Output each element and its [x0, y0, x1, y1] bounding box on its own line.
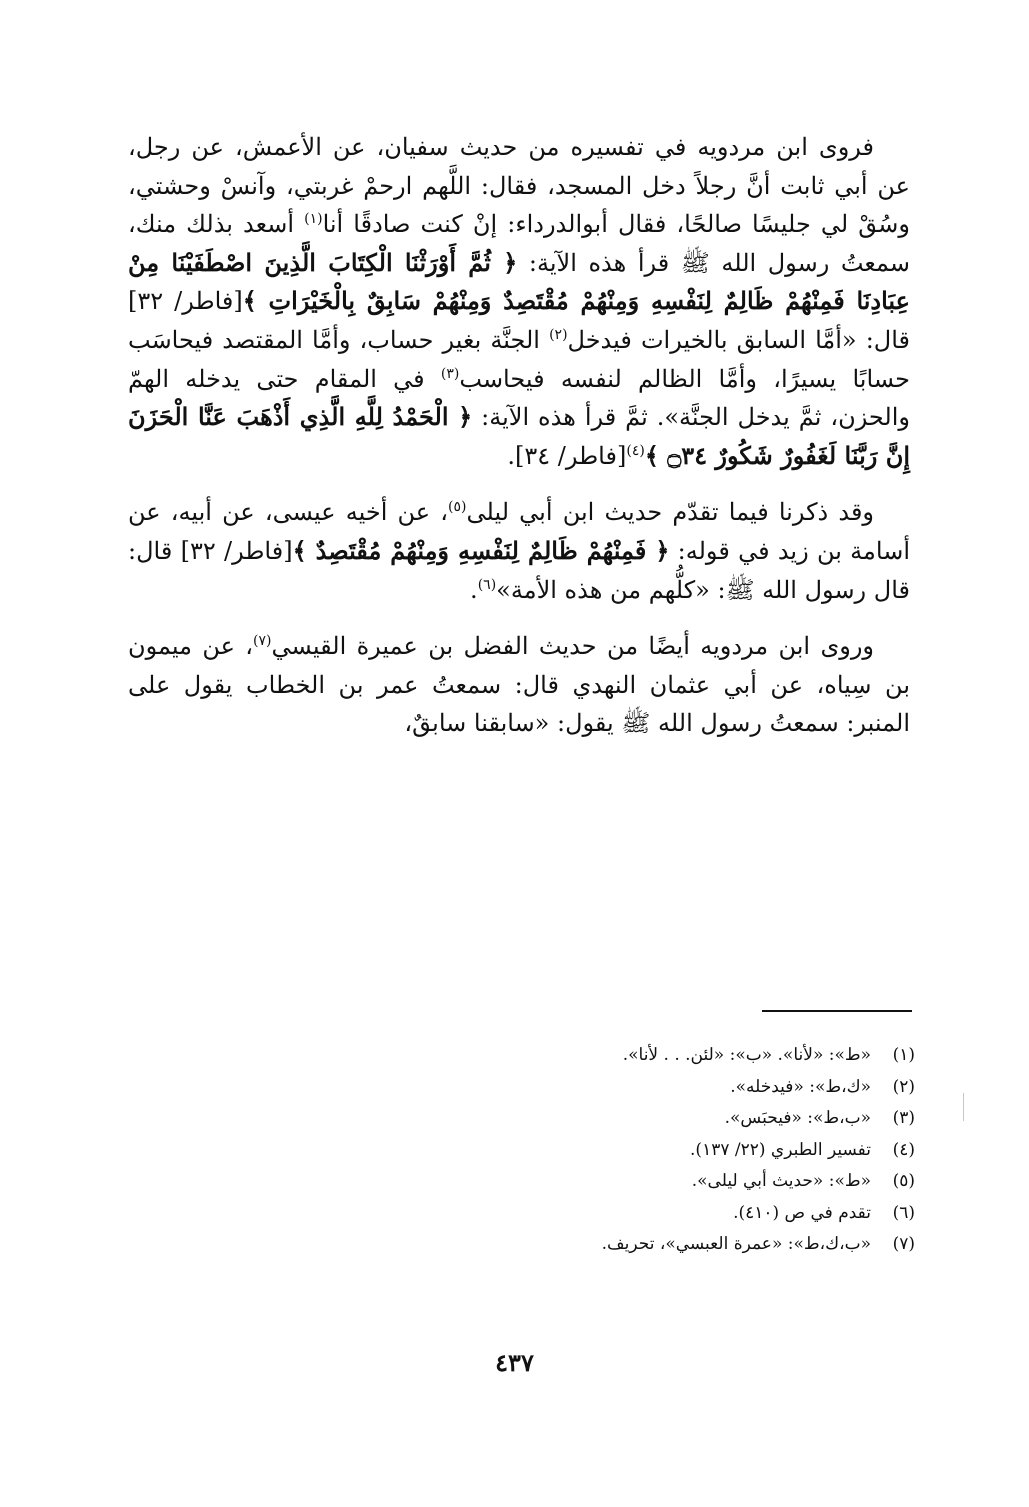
footnote-ref-4: (٤) — [626, 442, 645, 459]
footnote-item — [420, 1198, 915, 1230]
paragraph-2 — [128, 493, 910, 609]
quran-verse-fatir-34: ﴿ الْحَمْدُ لِلَّهِ الَّذِي أَذْهَبَ عَنَّا الْحَزَنَ إِنَّ رَبَّنَا لَغَفُورٌ شَكُورٌ ۝٣٤ ﴾ — [128, 402, 910, 470]
footnote-item — [420, 1229, 915, 1261]
footnote-number: (٢) — [892, 1076, 915, 1097]
footnote-number: (٧) — [892, 1234, 915, 1254]
footnote-number: (١) — [892, 1045, 915, 1065]
footnote-ref-5: (٥) — [448, 499, 467, 516]
footnote-number: (٣) — [892, 1108, 915, 1128]
footnotes-list — [420, 1040, 915, 1261]
footnote-text: «ب،ط»: «فيحبَس». — [724, 1108, 871, 1128]
footnote-ref-3: (٣) — [440, 365, 460, 382]
footnote-item — [420, 1166, 915, 1198]
footnote-ref-1: (١) — [304, 211, 323, 228]
footnote-number: (٦) — [892, 1202, 915, 1223]
p2-text-d: . — [470, 575, 478, 604]
p3-text-b: ، عن ميمون بن سِياه، عن أبي عثمان النهدي قال: سمعتُ عمر بن الخطاب يقول على المنبر: سمعتُ رسول الله ﷺ يقول: «سابقنا سابقٌ، — [128, 632, 910, 738]
p3-text-a: وروى ابن مردويه أيضًا من حديث الفضل بن عميرة القيسي — [271, 632, 874, 661]
p1-text-a: فروى ابن مردويه في تفسيره من حديث سفيان، عن الأعمش، عن رجل، عن أبي ثابت أنَّ رجلاً دخل المسجد، فقال: اللَّهم ارحمْ غربتي، وآنسْ وحشتي، وسُقْ لي جليسًا صالحًا، فقال أبوالدرداء: إنْ كنت صادقًا أنا — [128, 133, 910, 239]
footnote-text: «ط»: «حديث أبي ليلى». — [691, 1171, 871, 1191]
p1-text-b: أسعد بذلك منك، سمعتُ رسول الله ﷺ قرأ هذه الآية: — [128, 210, 910, 277]
footnote-ref-2: (٢) — [549, 326, 568, 343]
p1-text-f: [فاطر/ ٣٤]. — [507, 441, 627, 470]
p2-text-c: [فاطر/ ٣٢] قال: قال رسول الله ﷺ: «كلُّهم من هذه الأمة» — [128, 536, 910, 604]
footnote-item — [420, 1040, 915, 1072]
margin-mark — [963, 1093, 964, 1121]
footnote-number: (٤) — [892, 1139, 915, 1160]
footnote-item — [420, 1072, 915, 1104]
footnote-text: «ط»: «لأنا». «ب»: «لئن. . . لأنا». — [622, 1045, 871, 1065]
p1-text-c: [فاطر/ ٣٢] قال: «أمَّا السابق بالخيرات فيدخل — [128, 287, 911, 354]
footnote-ref-7: (٧) — [253, 633, 272, 650]
footnote-text: «ك،ط»: «فيدخله». — [730, 1076, 871, 1097]
quran-verse-fatir-32-partial: ﴿ فَمِنْهُمْ ظَالِمٌ لِنَفْسِهِ وَمِنْهُمْ مُقْتَصِدٌ ﴾ — [292, 535, 670, 565]
p1-text-e: في المقام حتى يدخله الهمّ والحزن، ثمَّ يدخل الجنَّة». ثمَّ قرأ هذه الآية: — [128, 364, 910, 432]
p2-text-a: وقد ذكرنا فيما تقدّم حديث ابن أبي ليلى — [466, 498, 875, 527]
paragraph-1 — [128, 128, 910, 475]
footnote-ref-6: (٦) — [477, 576, 497, 593]
quran-verse-fatir-32: ﴿ ثُمَّ أَوْرَثْنَا الْكِتَابَ الَّذِينَ اصْطَفَيْنَا مِنْ عِبَادِنَا فَمِنْهُمْ ظَالِمٌ لِنَفْسِهِ وَمِنْهُمْ مُقْتَصِدٌ وَمِنْهُمْ سَابِقٌ بِالْخَيْرَاتِ ﴾ — [128, 247, 910, 316]
footnote-item — [420, 1103, 915, 1135]
footnote-separator — [762, 1010, 912, 1012]
p2-text-b: ، عن أخيه عيسى، عن أبيه، عن أسامة بن زيد في قوله: — [128, 498, 910, 565]
footnote-number: (٥) — [892, 1171, 915, 1191]
footnote-text: «ب،ك،ط»: «عمرة العبسي»، تحريف. — [601, 1234, 871, 1254]
paragraph-3 — [128, 627, 910, 743]
footnote-text: تفسير الطبري (٢٢/ ١٣٧). — [690, 1139, 871, 1160]
p1-text-d: الجنَّة بغير حساب، وأمَّا المقتصد فيحاسَب حسابًا يسيرًا، وأمَّا الظالم لنفسه فيحاسب — [128, 325, 911, 393]
footnote-item — [420, 1135, 915, 1167]
main-text — [128, 128, 910, 743]
footnote-text: تقدم في ص (٤١٠). — [733, 1202, 871, 1223]
page-number: ٤٣٧ — [495, 1348, 534, 1377]
